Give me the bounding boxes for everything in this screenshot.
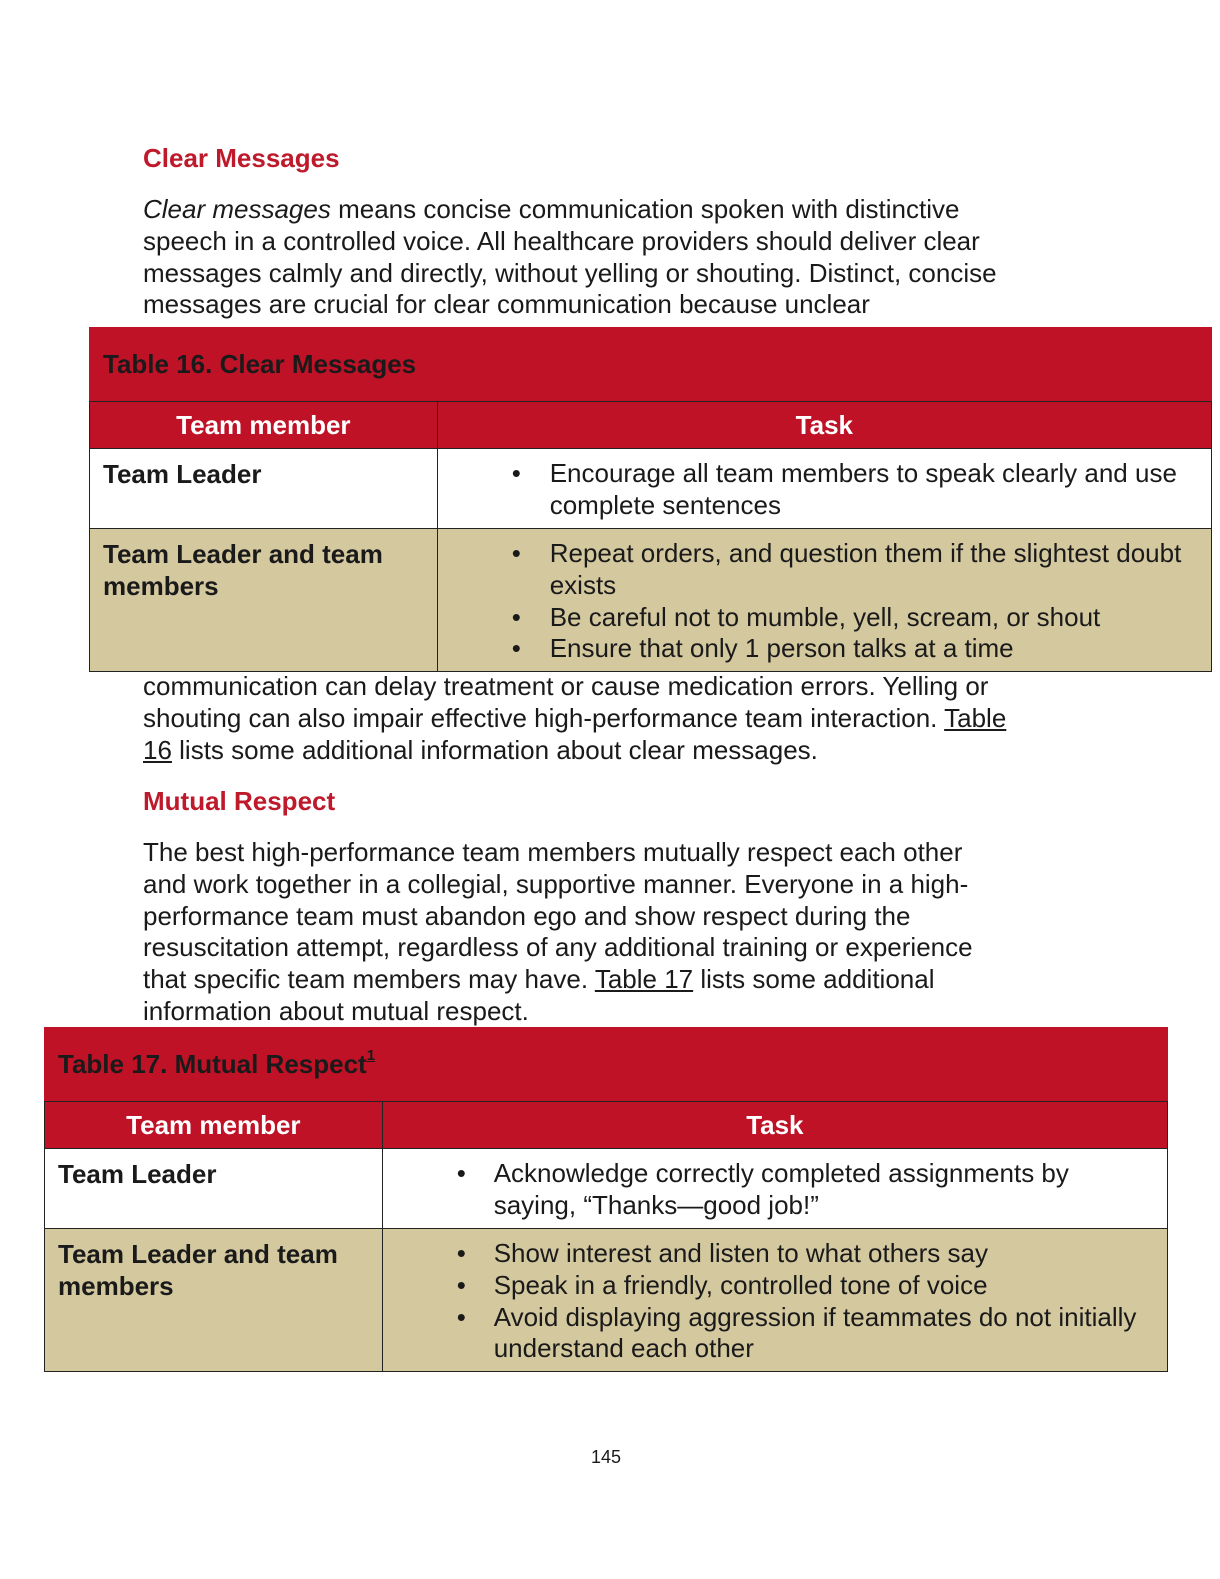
paragraph-line: that specific team members may have. [143,964,595,995]
paragraph-line: lists some additional [693,964,935,995]
task-item: • Be careful not to mumble, yell, scream, or shout [438,602,1199,634]
paragraph-line: performance team must abandon ego and show respect during the [143,900,911,931]
table-16-link-cont[interactable]: 16 [143,734,172,765]
paragraph-line: information about mutual respect. [143,995,529,1026]
row-tasks [437,449,1211,529]
paragraph-line: shouting can also impair effective high-performance team interaction. [143,702,945,733]
paragraph-line: The best high-performance team members mutually respect each other [143,837,963,867]
paragraph-line: lists some additional information about clear messages. [171,734,818,765]
task-item: • Acknowledge correctly completed assignments by saying, “Thanks—good job!” [383,1158,1155,1222]
paragraph-line: resuscitation attempt, regardless of any additional training or experience [143,932,973,963]
paragraph-line: and work together in a collegial, supportive manner. Everyone in a high- [143,868,969,899]
footnote-ref[interactable]: 1 [366,1047,376,1064]
clear-messages-continued [143,671,1143,766]
paragraph-line: communication can delay treatment or cause medication errors. Yelling or [143,671,989,701]
mutual-respect-paragraph [143,837,1143,1028]
clear-messages-term: Clear messages [143,194,331,224]
table-row [90,449,1212,529]
task-item: • Show interest and listen to what others say [383,1238,1155,1270]
row-role: Team Leader and team members [90,529,438,672]
task-item: • Speak in a friendly, controlled tone of voice [383,1270,1155,1302]
table-17-caption-text: Table 17. Mutual Respect [58,1049,367,1079]
paragraph-line: speech in a controlled voice. All healthcare providers should deliver clear [143,225,980,256]
table-16-caption: Table 16. Clear Messages [90,328,1212,402]
row-tasks [437,529,1211,672]
row-tasks [382,1149,1167,1229]
table-17-col-role: Team member [45,1102,383,1149]
task-item: • Encourage all team members to speak clearly and use complete sentences [438,458,1199,522]
row-role: Team Leader [90,449,438,529]
row-tasks [382,1229,1167,1372]
table-17-caption [45,1028,1168,1102]
clear-messages-paragraph [143,194,1143,321]
table-17 [44,1027,1168,1372]
table-row [45,1149,1168,1229]
row-role: Team Leader and team members [45,1229,383,1372]
table-row [45,1229,1168,1372]
intro-line: means concise communication spoken with distinctive [330,194,960,224]
page-number: 145 [590,1447,622,1467]
table-16-col-task: Task [437,402,1211,449]
mutual-respect-heading: Mutual Respect [143,786,336,816]
paragraph-line: messages calmly and directly, without yelling or shouting. Distinct, concise [143,257,997,288]
table-16 [89,327,1212,672]
task-item: • Ensure that only 1 person talks at a time [438,633,1199,665]
table-17-col-task: Task [382,1102,1167,1149]
table-16-link[interactable]: Table [944,702,1007,733]
task-item: • Repeat orders, and question them if the slightest doubt exists [438,538,1199,602]
table-16-col-role: Team member [90,402,438,449]
table-row [90,529,1212,672]
table-17-link[interactable]: Table 17 [594,964,694,995]
paragraph-line: messages are crucial for clear communication because unclear [143,289,870,320]
clear-messages-heading: Clear Messages [143,143,340,173]
row-role: Team Leader [45,1149,383,1229]
task-item: • Avoid displaying aggression if teammates do not initially understand each other [383,1302,1155,1366]
